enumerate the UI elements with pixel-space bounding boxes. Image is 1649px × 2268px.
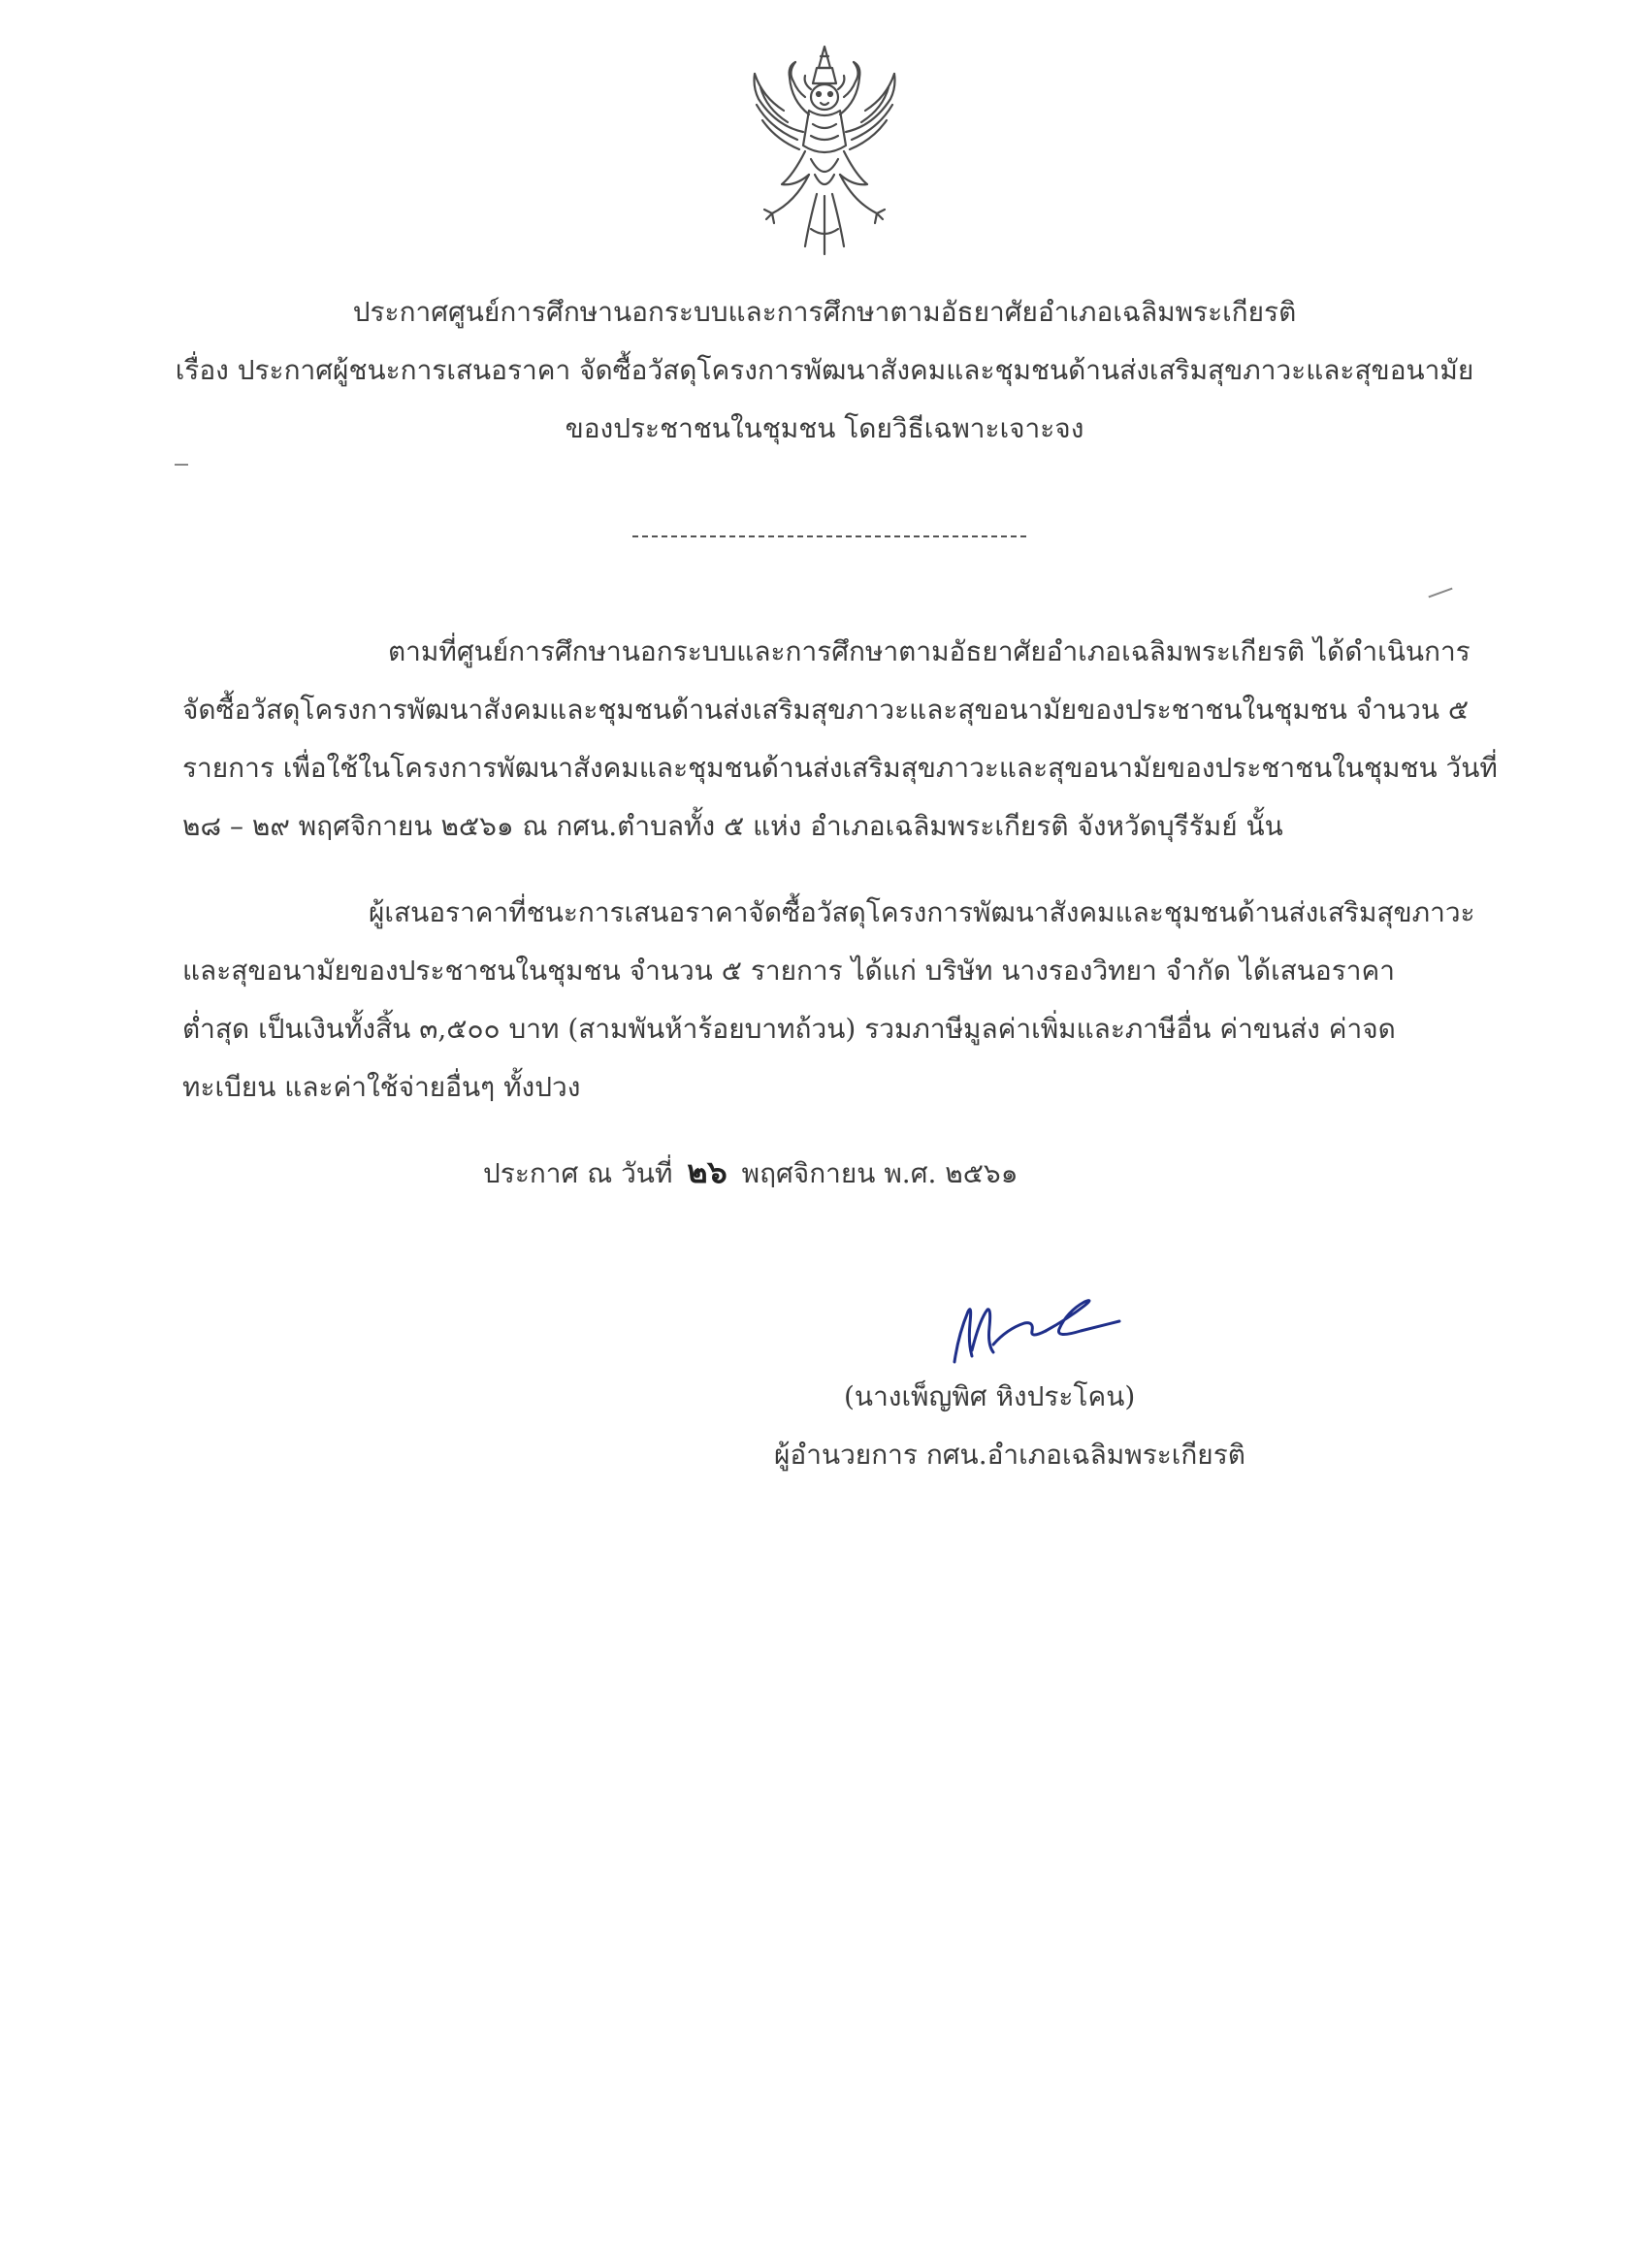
signatory-name: (นางเพ็ญพิศ หิงประโคน) (844, 1380, 1136, 1412)
announcement-title: ประกาศศูนย์การศึกษานอกระบบและการศึกษาตามอัธยาศัยอำเภอเฉลิมพระเกียรติ (352, 296, 1297, 328)
announcement-date-prefix: ประกาศ ณ วันที่ (483, 1157, 673, 1189)
handwritten-signature-icon (939, 1280, 1133, 1368)
paragraph2-line: ต่ำสุด เป็นเงินทั้งสิ้น ๓,๕๐๐ บาท (สามพันห้าร้อยบาทถ้วน) รวมภาษีมูลค่าเพิ่มและภาษีอื่น ค่าขนส่ง ค่าจด (182, 1013, 1396, 1045)
paragraph2-line: และสุขอนามัยของประชาชนในชุมชน จำนวน ๕ รายการ ได้แก่ บริษัท นางรองวิทยา จำกัด ได้เสนอราคา (182, 955, 1395, 987)
subject-line-continued: ของประชาชนในชุมชน โดยวิธีเฉพาะเจาะจง (565, 412, 1084, 444)
announcement-date-suffix: พฤศจิกายน พ.ศ. ๒๕๖๑ (741, 1157, 1018, 1189)
scan-speck (1428, 588, 1452, 599)
garuda-emblem-icon (737, 39, 912, 262)
paragraph1-line: จัดซื้อวัสดุโครงการพัฒนาสังคมและชุมชนด้านส่งเสริมสุขภาวะและสุขอนามัยของประชาชนในชุมชน จำนวน ๕ (182, 694, 1470, 726)
announcement-date-day: ๒๖ (687, 1153, 728, 1190)
paragraph1-line: ตามที่ศูนย์การศึกษานอกระบบและการศึกษาตามอัธยาศัยอำเภอเฉลิมพระเกียรติ ได้ดำเนินการ (388, 635, 1471, 667)
paragraph1-line: ๒๘ – ๒๙ พฤศจิกายน ๒๕๖๑ ณ กศน.ตำบลทั้ง ๕ แห่ง อำเภอเฉลิมพระเกียรติ จังหวัดบุรีรัมย์ นั้น (182, 810, 1283, 842)
header-divider (632, 535, 1026, 537)
scan-speck (175, 464, 188, 466)
paragraph2-line: ผู้เสนอราคาที่ชนะการเสนอราคาจัดซื้อวัสดุโครงการพัฒนาสังคมและชุมชนด้านส่งเสริมสุขภาวะ (369, 896, 1475, 928)
paragraph2-line: ทะเบียน และค่าใช้จ่ายอื่นๆ ทั้งปวง (182, 1071, 581, 1103)
paragraph1-line: รายการ เพื่อใช้ในโครงการพัฒนาสังคมและชุมชนด้านส่งเสริมสุขภาวะและสุขอนามัยของประชาชนในชุมชน วันที่ (182, 752, 1498, 784)
announcement-date (483, 1152, 1018, 1193)
subject-line: เรื่อง ประกาศผู้ชนะการเสนอราคา จัดซื้อวัสดุโครงการพัฒนาสังคมและชุมชนด้านส่งเสริมสุขภาวะและสุขอนามัย (175, 354, 1474, 386)
signatory-position: ผู้อำนวยการ กศน.อำเภอเฉลิมพระเกียรติ (774, 1439, 1245, 1471)
